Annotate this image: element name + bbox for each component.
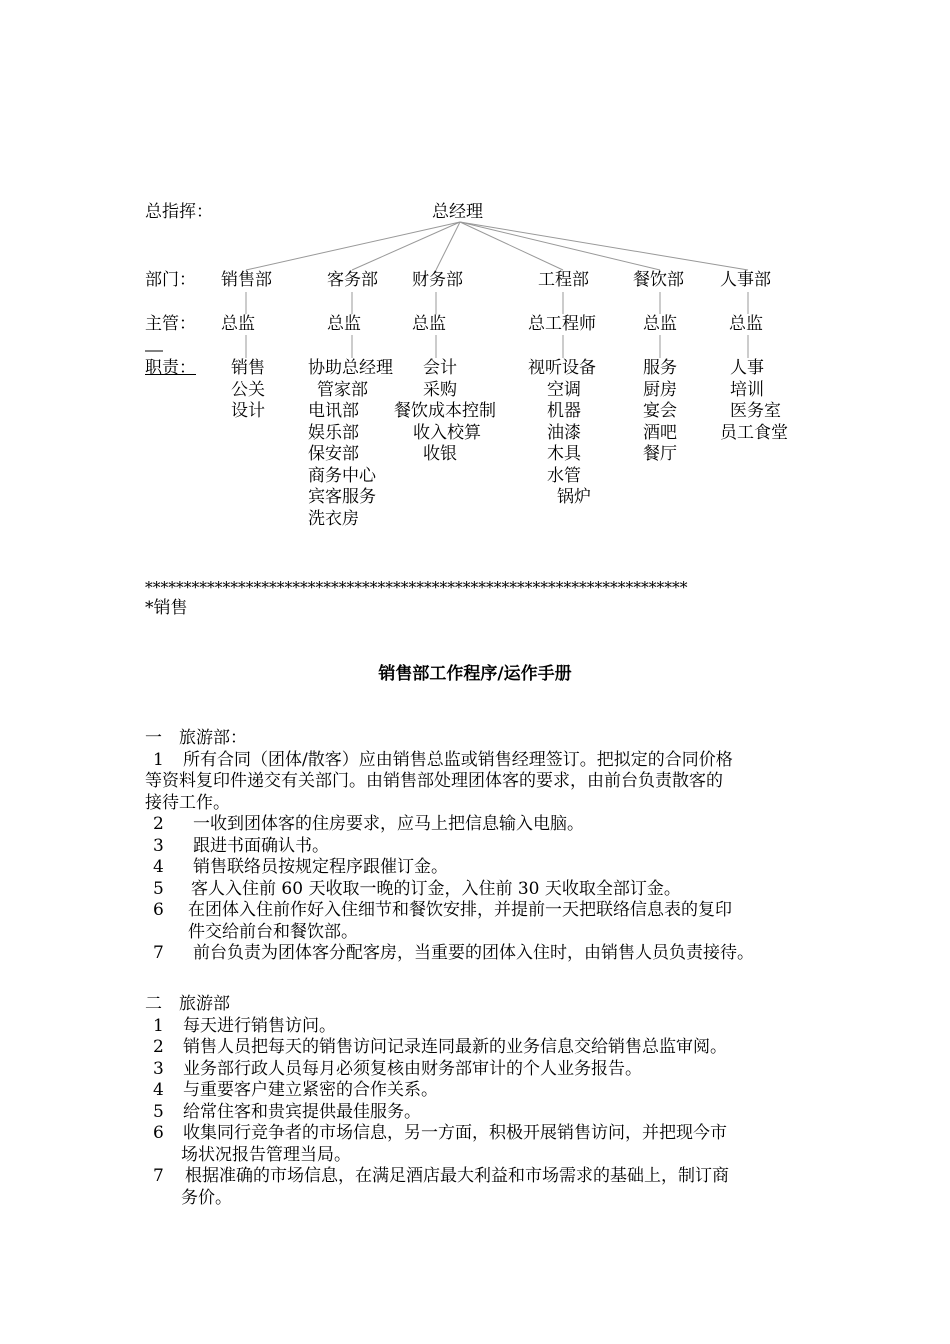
duty-item: 医务室 — [730, 401, 781, 421]
item-number: 6 — [153, 900, 164, 920]
command-label: 总指挥： — [145, 202, 213, 222]
duty-item: 公关 — [231, 379, 265, 400]
item-number: 1 — [153, 749, 164, 770]
item-text: 业务部行政人员每月必须复核由财务部审计的个人业务报告。 — [183, 1058, 642, 1079]
item-text: 等资料复印件递交有关部门。由销售部处理团体客的要求，由前台负责散客的 — [145, 771, 723, 791]
head-finance: 总监 — [412, 314, 446, 334]
duty-item: 采购 — [423, 379, 457, 400]
head-label: 主管： — [145, 314, 196, 334]
item-text: 根据准确的市场信息，在满足酒店最大利益和市场需求的基础上，制订商 — [185, 1166, 729, 1186]
item-text: 每天进行销售访问。 — [183, 1015, 336, 1036]
duty-item: 宴会 — [643, 401, 677, 421]
separator-stars: ********************************************************************** — [145, 579, 688, 597]
duty-item: 保安部 — [308, 444, 359, 464]
duties-sales — [231, 358, 265, 423]
item-text: 与重要客户建立紧密的合作关系。 — [183, 1080, 438, 1100]
head-hr: 总监 — [729, 314, 763, 334]
dept-engineering: 工程部 — [538, 270, 589, 290]
duty-item: 空调 — [547, 379, 581, 400]
duty-item: 娱乐部 — [308, 422, 359, 443]
section-2 — [145, 994, 825, 1209]
item-text: 销售人员把每天的销售访问记录连同最新的业务信息交给销售总监审阅。 — [183, 1037, 727, 1057]
duty-item: 服务 — [643, 358, 677, 378]
item-number: 7 — [153, 1166, 164, 1186]
duty-item: 餐厅 — [643, 444, 677, 464]
item-text: 接待工作。 — [145, 792, 230, 813]
separator-tail: *销售 — [145, 598, 188, 618]
head-food-beverage: 总监 — [643, 314, 677, 334]
duty-item: 人事 — [730, 358, 764, 378]
duty-item: 销售 — [231, 358, 265, 378]
department-label: 部门： — [145, 270, 196, 290]
section-heading: 二 旅游部 — [145, 994, 230, 1014]
item-number: 1 — [153, 1015, 164, 1036]
duty-item: 会计 — [423, 358, 457, 378]
duty-item: 电讯部 — [308, 401, 359, 421]
duty-item: 机器 — [547, 401, 581, 421]
item-text: 前台负责为团体客分配客房，当重要的团体入住时，由销售人员负责接待。 — [193, 943, 754, 963]
duties-food-beverage — [643, 358, 677, 466]
item-text: 销售联络员按规定程序跟催订金。 — [193, 857, 448, 877]
duty-item: 厨房 — [643, 379, 677, 400]
duty-item: 设计 — [231, 401, 265, 421]
duty-item: 收银 — [423, 444, 457, 464]
dept-guest-services: 客务部 — [327, 270, 378, 290]
item-text: 件交给前台和餐饮部。 — [188, 921, 358, 942]
item-text: 场状况报告管理当局。 — [181, 1144, 351, 1165]
item-number: 6 — [153, 1123, 164, 1143]
org-chart-lines — [0, 0, 950, 560]
item-text: 收集同行竞争者的市场信息，另一方面，积极开展销售访问，并把现今市 — [183, 1123, 727, 1143]
general-manager: 总经理 — [432, 202, 483, 222]
duty-label: 职责： — [145, 358, 196, 378]
item-text: 务价。 — [181, 1187, 232, 1208]
head-engineering: 总工程师 — [528, 314, 596, 334]
section-heading: 一 旅游部： — [145, 728, 247, 748]
duties-hr — [720, 358, 788, 444]
duty-item: 员工食堂 — [720, 422, 788, 443]
duty-item: 酒吧 — [643, 422, 677, 443]
item-number: 5 — [153, 1101, 164, 1122]
section-1 — [145, 728, 825, 965]
item-number: 3 — [153, 835, 164, 856]
duty-item: 洗衣房 — [308, 508, 359, 529]
dept-food-beverage: 餐饮部 — [633, 270, 684, 290]
item-text: 客人入住前 60 天收取一晚的订金，入住前 30 天收取全部订金。 — [191, 878, 681, 899]
item-number: 7 — [153, 943, 164, 963]
item-text: 在团体入住前作好入住细节和餐饮安排，并提前一天把联络信息表的复印 — [188, 900, 732, 920]
duty-item: 商务中心 — [308, 465, 376, 486]
duty-item: 管家部 — [317, 379, 368, 400]
item-text: 给常住客和贵宾提供最佳服务。 — [183, 1101, 421, 1122]
duties-finance — [394, 358, 496, 466]
item-number: 4 — [153, 1080, 164, 1100]
duty-item: 油漆 — [547, 422, 581, 443]
duties-engineering — [528, 358, 596, 509]
item-number: 5 — [153, 878, 164, 899]
dept-hr: 人事部 — [720, 270, 771, 290]
item-number: 3 — [153, 1058, 164, 1079]
duty-item: 宾客服务 — [308, 487, 376, 507]
dept-sales: 销售部 — [221, 270, 272, 290]
duty-item: 餐饮成本控制 — [394, 401, 496, 421]
duty-item: 视听设备 — [528, 358, 596, 378]
duty-item: 木具 — [547, 444, 581, 464]
duties-guest-services — [308, 358, 393, 530]
duty-item: 锅炉 — [557, 487, 591, 507]
head-guest-services: 总监 — [327, 314, 361, 334]
duty-item: 收入校算 — [413, 422, 481, 443]
head-sales: 总监 — [221, 314, 255, 334]
duty-item: 协助总经理 — [308, 358, 393, 378]
item-number: 2 — [153, 1037, 164, 1057]
dept-finance: 财务部 — [412, 270, 463, 290]
item-text: 跟进书面确认书。 — [193, 835, 329, 856]
item-text: 所有合同（团体/散客）应由销售总监或销售经理签订。把拟定的合同价格 — [183, 749, 733, 770]
duty-item: 培训 — [730, 379, 764, 400]
item-number: 4 — [153, 857, 164, 877]
item-number: 2 — [153, 814, 164, 834]
page-title: 销售部工作程序/运作手册 — [378, 664, 572, 684]
duty-item: 水管 — [547, 465, 581, 486]
item-text: 一收到团体客的住房要求，应马上把信息输入电脑。 — [193, 814, 584, 834]
